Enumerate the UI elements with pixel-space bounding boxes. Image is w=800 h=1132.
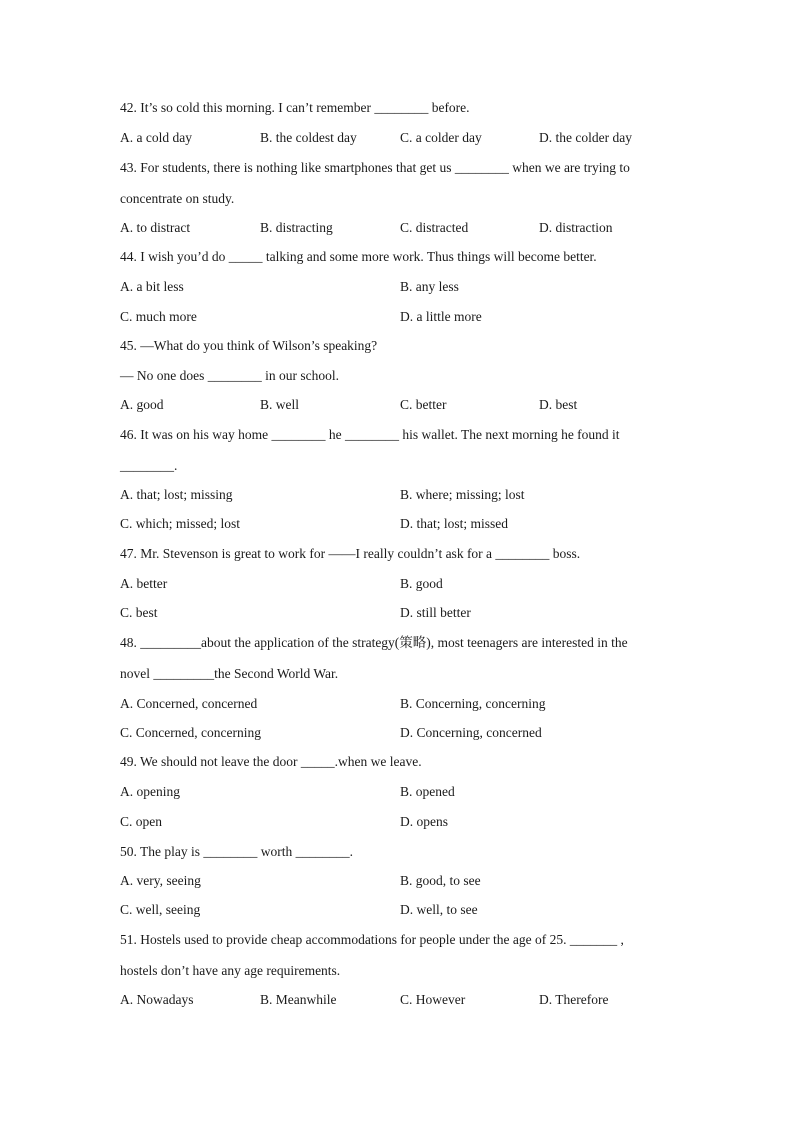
- q46-option-b: B. where; missing; lost: [400, 487, 525, 502]
- q47-option-d: D. still better: [400, 605, 471, 620]
- question-47-line-1: 47. Mr. Stevenson is great to work for ——I really couldn’t ask for a ________ boss.: [120, 546, 581, 561]
- q42-option-c: C. a colder day: [400, 130, 482, 145]
- question-46-line-1: 46. It was on his way home ________ he ________ his wallet. The next morning he found it: [120, 427, 620, 442]
- q51-option-b: B. Meanwhile: [260, 992, 337, 1007]
- question-45-line-2: — No one does ________ in our school.: [120, 368, 339, 383]
- q51-option-d: D. Therefore: [539, 992, 609, 1007]
- q43-option-d: D. distraction: [539, 220, 613, 235]
- question-46-line-2: ________.: [120, 458, 178, 473]
- question-43-line-1: 43. For students, there is nothing like smartphones that get us ________ when we are trying to: [120, 160, 630, 175]
- q50-option-c: C. well, seeing: [120, 902, 201, 917]
- q44-option-d: D. a little more: [400, 309, 482, 324]
- q51-option-c: C. However: [400, 992, 466, 1007]
- q42-option-b: B. the coldest day: [260, 130, 357, 145]
- question-43-line-2: concentrate on study.: [120, 191, 235, 206]
- q48-option-c: C. Concerned, concerning: [120, 725, 261, 740]
- q50-option-a: A. very, seeing: [120, 873, 201, 888]
- q43-option-a: A. to distract: [120, 220, 191, 235]
- question-45-line-1: 45. —What do you think of Wilson’s speaking?: [120, 338, 378, 353]
- q47-option-a: A. better: [120, 576, 168, 591]
- q45-option-c: C. better: [400, 397, 447, 412]
- question-48-line-1: 48. _________about the application of the strategy(策略), most teenagers are interested in the: [120, 635, 628, 650]
- question-51-line-1: 51. Hostels used to provide cheap accommodations for people under the age of 25. _______ ,: [120, 932, 624, 947]
- q45-option-d: D. best: [539, 397, 578, 412]
- q50-option-b: B. good, to see: [400, 873, 481, 888]
- q42-option-a: A. a cold day: [120, 130, 192, 145]
- q50-option-d: D. well, to see: [400, 902, 478, 917]
- question-50-line-1: 50. The play is ________ worth ________.: [120, 844, 353, 859]
- q42-option-d: D. the colder day: [539, 130, 632, 145]
- q48-option-d: D. Concerning, concerned: [400, 725, 542, 740]
- question-49-line-1: 49. We should not leave the door _____.when we leave.: [120, 754, 422, 769]
- q48-option-b: B. Concerning, concerning: [400, 696, 546, 711]
- q47-option-b: B. good: [400, 576, 443, 591]
- question-44-line-1: 44. I wish you’d do _____ talking and some more work. Thus things will become better.: [120, 249, 597, 264]
- q45-option-a: A. good: [120, 397, 164, 412]
- q44-option-a: A. a bit less: [120, 279, 184, 294]
- q46-option-d: D. that; lost; missed: [400, 516, 508, 531]
- q47-option-c: C. best: [120, 605, 158, 620]
- question-51-line-2: hostels don’t have any age requirements.: [120, 963, 341, 978]
- question-42-line-1: 42. It’s so cold this morning. I can’t remember ________ before.: [120, 100, 470, 115]
- q44-option-b: B. any less: [400, 279, 459, 294]
- q43-option-c: C. distracted: [400, 220, 469, 235]
- q49-option-c: C. open: [120, 814, 162, 829]
- q45-option-b: B. well: [260, 397, 299, 412]
- q49-option-a: A. opening: [120, 784, 180, 799]
- q51-option-a: A. Nowadays: [120, 992, 194, 1007]
- q49-option-b: B. opened: [400, 784, 455, 799]
- q46-option-c: C. which; missed; lost: [120, 516, 241, 531]
- q48-option-a: A. Concerned, concerned: [120, 696, 258, 711]
- question-48-line-2: novel _________the Second World War.: [120, 666, 339, 681]
- q44-option-c: C. much more: [120, 309, 197, 324]
- q43-option-b: B. distracting: [260, 220, 333, 235]
- q46-option-a: A. that; lost; missing: [120, 487, 233, 502]
- q49-option-d: D. opens: [400, 814, 448, 829]
